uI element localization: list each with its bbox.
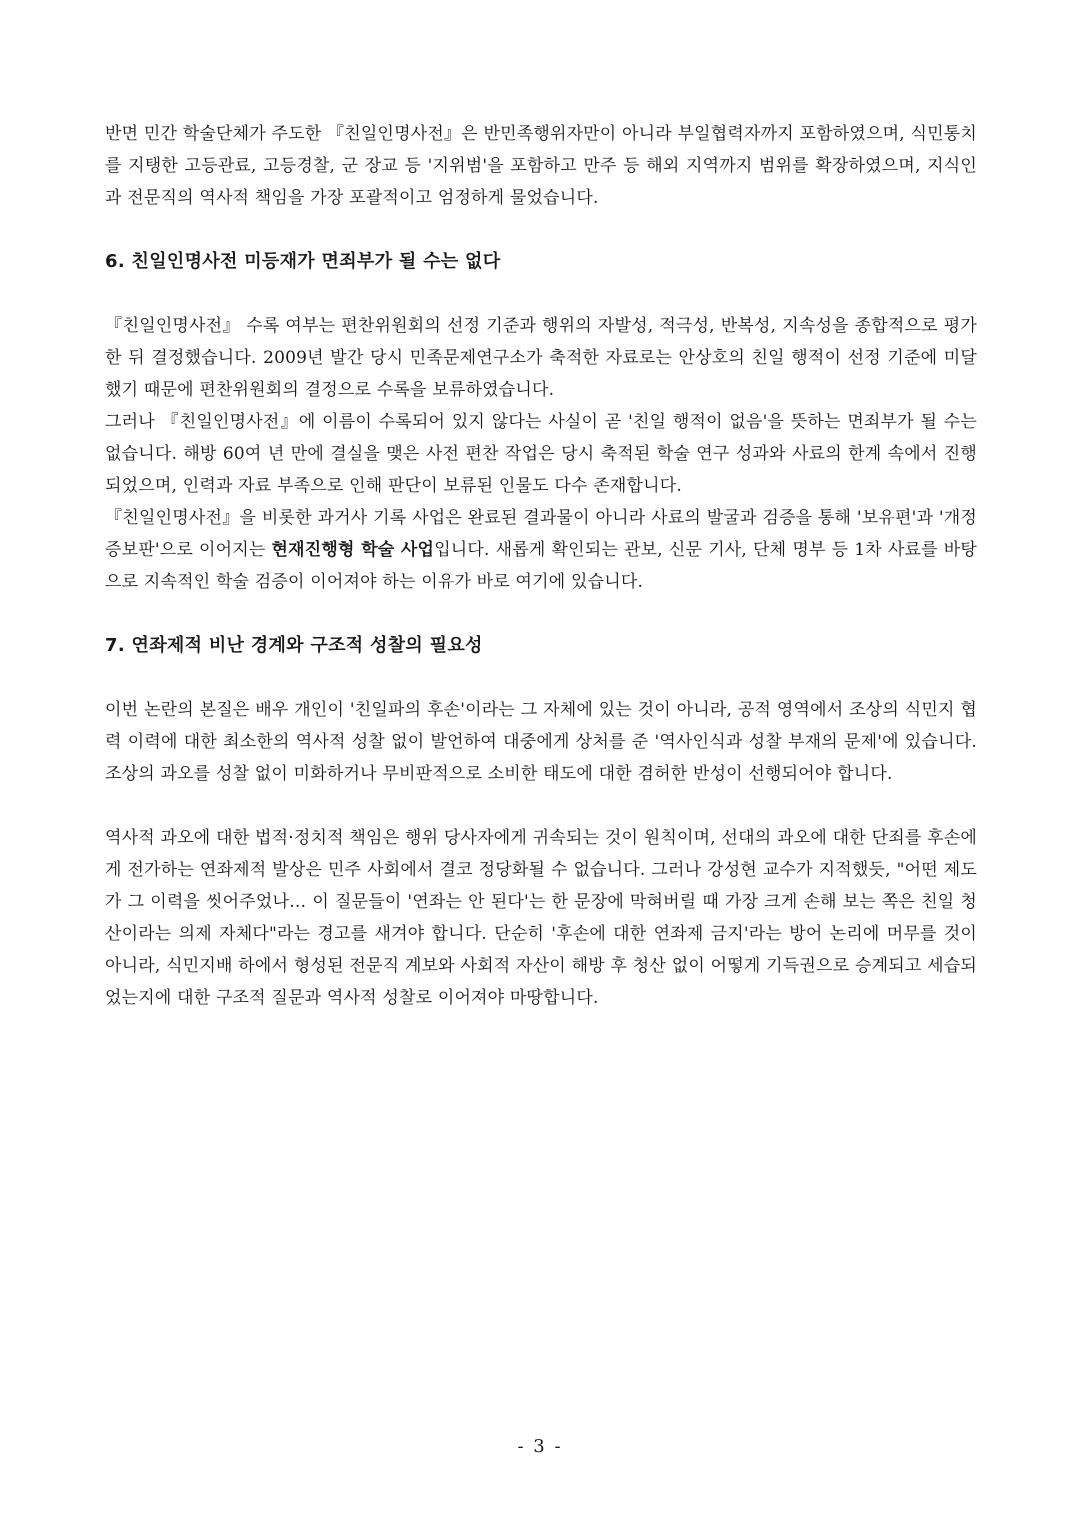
section-7-heading: 7. 연좌제적 비난 경계와 구조적 성찰의 필요성 [105, 635, 483, 656]
document-body [105, 118, 977, 1014]
section-6-paragraph-1: 『친일인명사전』 수록 여부는 편찬위원회의 선정 기준과 행위의 자발성, 적극성, 반복성, 지속성을 종합적으로 평가한 뒤 결정했습니다. 2009년 발간 당시 민족문제연구소가 축적한 자료로는 안상호의 친일 행적이 선정 기준에 미달했기 때문에 편찬위원회의 결정으로 수록을 보류하였습니다. [105, 316, 977, 400]
section-6-paragraph-3-text-a: 『친일인명사전』을 비롯한 과거사 기록 사업은 완료된 결과물이 아니라 사료의 발굴과 검증을 통해 '보유편'과 '개정증보판'으로 이어지는 [105, 508, 977, 560]
section-7-paragraph-1: 이번 논란의 본질은 배우 개인이 '친일파의 후손'이라는 그 자체에 있는 것이 아니라, 공적 영역에서 조상의 식민지 협력 이력에 대한 최소한의 역사적 성찰 없이 발언하여 대중에게 상처를 준 '역사인식과 성찰 부재의 문제'에 있습니다. 조상의 과오를 성찰 없이 미화하거나 무비판적으로 소비한 태도에 대한 겸허한 반성이 선행되어야 합니다. [105, 700, 977, 784]
section-6-paragraph-3-text-b: 입니다. 새롭게 확인되는 관보, 신문 기사, 단체 명부 등 1차 사료를 바탕으로 지속적인 학술 검증이 이어져야 하는 이유가 바로 여기에 있습니다. [105, 540, 977, 592]
section-6-heading: 6. 친일인명사전 미등재가 면죄부가 될 수는 없다 [105, 251, 501, 272]
page-number: - 3 - [517, 1436, 563, 1457]
intro-paragraph: 반면 민간 학술단체가 주도한 『친일인명사전』은 반민족행위자만이 아니라 부일협력자까지 포함하였으며, 식민통치를 지탱한 고등관료, 고등경찰, 군 장교 등 '지위범'을 포함하고 만주 등 해외 지역까지 범위를 확장하였으며, 지식인과 전문직의 역사적 책임을 가장 포괄적이고 엄정하게 물었습니다. [105, 124, 977, 208]
section-7-paragraph-2: 역사적 과오에 대한 법적·정치적 책임은 행위 당사자에게 귀속되는 것이 원칙이며, 선대의 과오에 대한 단죄를 후손에게 전가하는 연좌제적 발상은 민주 사회에서 결코 정당화될 수 없습니다. 그러나 강성현 교수가 지적했듯, "어떤 제도가 그 이력을 씻어주었나… 이 질문들이 '연좌는 안 된다'는 한 문장에 막혀버릴 때 가장 크게 손해 보는 쪽은 친일 청산이라는 의제 자체다"라는 경고를 새겨야 합니다. 단순히 '후손에 대한 연좌제 금지'라는 방어 논리에 머무를 것이 아니라, 식민지배 하에서 형성된 전문직 계보와 사회적 자산이 해방 후 청산 없이 어떻게 기득권으로 승계되고 세습되었는지에 대한 구조적 질문과 역사적 성찰로 이어져야 마땅합니다. [105, 828, 977, 1008]
section-6-paragraph-2: 그러나 『친일인명사전』에 이름이 수록되어 있지 않다는 사실이 곧 '친일 행적이 없음'을 뜻하는 면죄부가 될 수는 없습니다. 해방 60여 년 만에 결실을 맺은 사전 편찬 작업은 당시 축적된 학술 연구 성과와 사료의 한계 속에서 진행되었으며, 인력과 자료 부족으로 인해 판단이 보류된 인물도 다수 존재합니다. [105, 412, 977, 496]
section-6-paragraph-3 [105, 502, 977, 598]
emphasis-current-project: 현재진행형 학술 사업 [271, 540, 435, 560]
